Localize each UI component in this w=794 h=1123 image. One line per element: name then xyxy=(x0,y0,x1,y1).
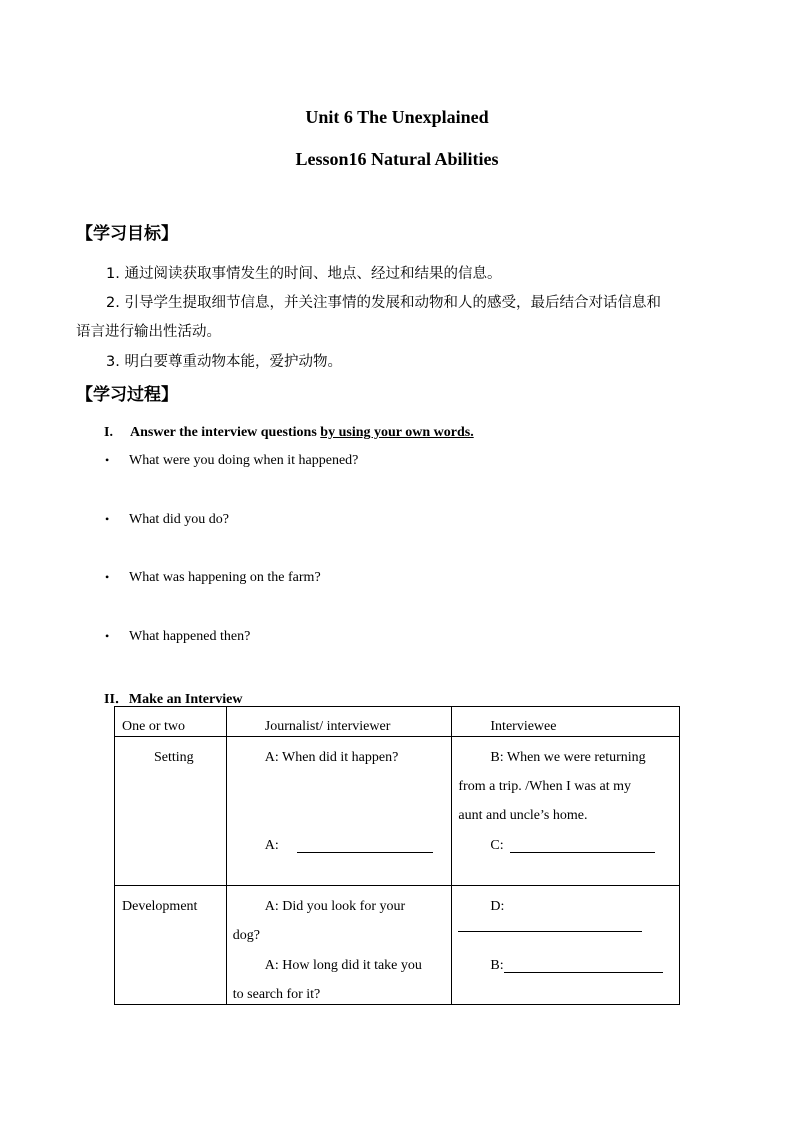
part1-number: I. xyxy=(104,425,113,440)
header-cell-journalist: Journalist/ interviewer xyxy=(226,707,452,737)
part1-instruction-underlined: by using your own words. xyxy=(320,425,474,440)
table-row-development xyxy=(115,886,680,1005)
answer-blank[interactable] xyxy=(504,958,663,973)
setting-label-cell xyxy=(115,737,227,886)
setting-interviewee-c: C: xyxy=(490,838,504,853)
objectives-heading: 【学习目标】 xyxy=(76,224,178,244)
development-interviewee-b: B: xyxy=(490,958,504,973)
development-journalist-line1: A: Did you look for your xyxy=(264,899,406,914)
question-4: What happened then? xyxy=(129,629,251,644)
header-cell-stage: One or two xyxy=(115,707,227,737)
development-interviewee-d: D: xyxy=(490,899,505,914)
setting-interviewee-line2: from a trip. /When I was at my xyxy=(458,779,632,794)
objective-item-2-cont: 语言进行输出性活动。 xyxy=(76,324,221,340)
setting-journalist-q1: A: When did it happen? xyxy=(264,750,399,765)
bullet-icon: • xyxy=(105,629,110,643)
part1-instruction xyxy=(130,425,474,441)
process-heading: 【学习过程】 xyxy=(76,385,178,405)
bullet-icon: • xyxy=(105,570,110,584)
part2-heading: II．Make an Interview xyxy=(104,692,243,707)
bullet-icon: • xyxy=(105,512,110,526)
lesson-title: Lesson16 Natural Abilities xyxy=(295,149,499,169)
setting-interviewee-line1: B: When we were returning xyxy=(490,750,646,765)
objective-item-1: 1. 通过阅读获取事情发生的时间、地点、经过和结果的信息。 xyxy=(106,266,502,282)
answer-blank[interactable] xyxy=(297,838,433,853)
header-cell-interviewee: Interviewee xyxy=(452,707,680,737)
setting-interviewee-cell xyxy=(452,737,680,886)
setting-journalist-cell xyxy=(226,737,452,886)
answer-blank[interactable] xyxy=(458,917,642,932)
objective-item-3: 3. 明白要尊重动物本能，爱护动物。 xyxy=(106,354,342,370)
development-interviewee-cell xyxy=(452,886,680,1005)
interview-table xyxy=(114,706,680,1005)
development-label: Development xyxy=(122,899,198,914)
development-label-cell xyxy=(115,886,227,1005)
table-row-setting xyxy=(115,737,680,886)
question-3: What was happening on the farm? xyxy=(129,570,321,585)
part1-instruction-text: Answer the interview questions xyxy=(130,425,321,440)
bullet-icon: • xyxy=(105,453,110,467)
unit-title: Unit 6 The Unexplained xyxy=(305,107,489,127)
table-header-row xyxy=(115,707,680,737)
question-2: What did you do? xyxy=(129,512,229,527)
setting-journalist-q2: A: xyxy=(264,838,279,853)
question-1: What were you doing when it happened? xyxy=(129,453,359,468)
answer-blank[interactable] xyxy=(510,838,655,853)
development-journalist-cell xyxy=(226,886,452,1005)
setting-interviewee-line3: aunt and uncle’s home. xyxy=(458,808,588,823)
development-journalist-line3: A: How long did it take you xyxy=(264,958,422,973)
setting-label: Setting xyxy=(154,750,194,765)
objective-item-2: 2. 引导学生提取细节信息，并关注事情的发展和动物和人的感受，最后结合对话信息和 xyxy=(106,295,661,311)
development-journalist-line2: dog? xyxy=(232,928,261,943)
development-journalist-line4: to search for it? xyxy=(232,987,321,1002)
